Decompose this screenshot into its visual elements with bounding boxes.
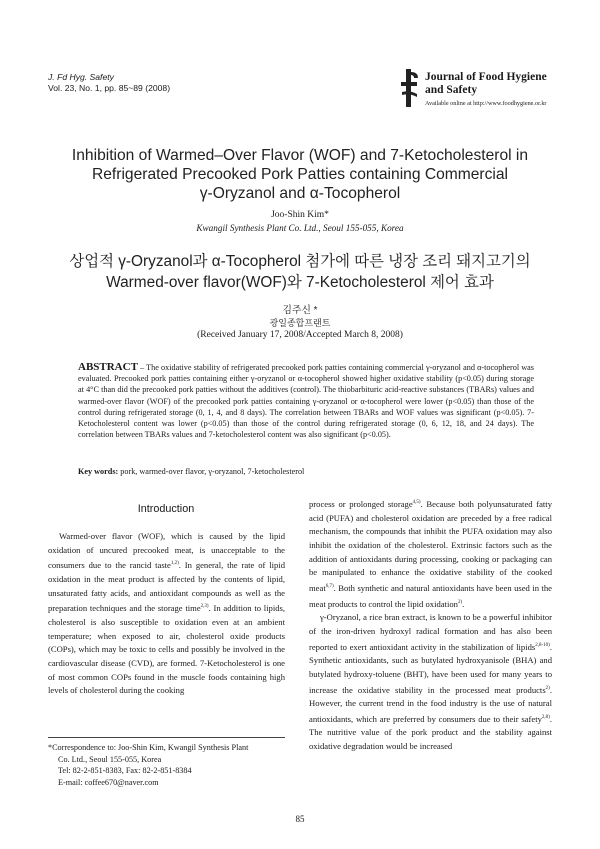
paragraph-text: . In general, the rate of lipid oxidation in the meat product is affected by the contents of lipid, unsaturated fatty acids, and antioxidant compounds as well as the preparation techniques and the storage time	[48, 560, 285, 614]
journal-citation	[48, 72, 170, 94]
footnote-line: Co. Ltd., Seoul 155-055, Korea	[58, 754, 162, 764]
keywords-text: pork, warmed-over flavor, γ-oryzanol, 7-ketocholesterol	[118, 467, 305, 476]
abstract-label: ABSTRACT	[78, 361, 138, 373]
paragraph-text: Warmed-over flavor (WOF), which is caused by the lipid oxidation of uncured precooked meat, is unacceptable to the consumers due to the rancid taste	[48, 531, 285, 571]
title-line: Warmed-over flavor(WOF)와 7-Ketocholesterol 제어 효과	[106, 274, 494, 291]
journal-abbrev: J. Fd Hyg. Safety	[48, 72, 114, 82]
article-title-ko	[40, 251, 560, 293]
title-line: 상업적 γ-Oryzanol과 α-Tocopherol 첨가에 따른 냉장 조리 돼지고기의	[69, 253, 531, 270]
logo-title	[425, 71, 547, 97]
received-dates: (Received January 17, 2008/Accepted March 8, 2008)	[197, 330, 403, 340]
paragraph	[309, 496, 552, 611]
footnote-line: E-mail: coffee670@naver.com	[58, 777, 159, 787]
footnote-line: Tel: 82-2-851-8383, Fax: 82-2-851-8384	[58, 766, 192, 775]
citation-ref: 2,3)	[200, 604, 209, 610]
author-name-en: Joo-Shin Kim*	[271, 210, 329, 220]
paragraph	[309, 611, 552, 754]
citation-ref: 2)	[457, 599, 463, 605]
logo-title-line2: and Safety	[425, 84, 478, 96]
footnote-line: *Correspondence to: Joo-Shin Kim, Kwangil Synthesis Plant	[48, 743, 249, 752]
journal-logo	[400, 68, 560, 120]
keywords	[78, 467, 534, 476]
abstract	[78, 362, 534, 440]
left-column	[48, 530, 285, 698]
paragraph-text: γ-Oryzanol, a rice bran extract, is known to be a powerful inhibitor of the iron-driven hydroxyl radical formation and has also been reported to exert antioxidant activity in the stabilization of lipids	[309, 612, 552, 652]
paragraph-text: . In addition to lipids, cholesterol is also susceptible to oxidation even at an ambient temperature; when exposed to air, cholesterol oxide products (COPs), which may be toxic to cells and possibly be involved in the cardiovascular disease (CVD), are formed. 7-Ketocholesterol is one of most common COPs found in the muscle foods containing high levels of cholesterol during the cooking	[48, 603, 286, 696]
paragraph-text: .	[462, 598, 465, 609]
section-heading: Introduction	[137, 503, 195, 515]
paragraph-text: process or prolonged storage	[309, 498, 413, 509]
right-column	[309, 496, 552, 754]
citation-ref: 2)	[545, 685, 550, 691]
page-number: 85	[295, 814, 305, 824]
citation-ref: 2,8)	[541, 714, 550, 720]
online-availability: Available online at http://www.foodhygiene.or.kr	[425, 100, 547, 107]
affiliation-en: Kwangil Synthesis Plant Co. Ltd., Seoul 155-055, Korea	[196, 223, 404, 233]
title-line: γ-Oryzanol and α-Tocopherol	[199, 185, 401, 202]
footnote-divider	[48, 737, 285, 738]
citation-ref: 1,2)	[170, 561, 179, 567]
logo-title-line1: Journal of Food Hygiene	[425, 71, 547, 83]
paragraph-text: . However, the current trend in the food industry is the use of natural antioxidants, which are preferred by consumers due to their safety	[309, 684, 552, 724]
citation-ref: 4,5)	[412, 500, 421, 505]
paragraph-text: . Because both polyunsaturated fatty acid (PUFA) and cholesterol oxidation are preceded by a free radical mechanism, the compounds that inhibit the PUFA oxidation may also inhibit the oxidation of the cholesterol. Extrinsic factors such as the addition of antioxidants during processing, cooking or packaging can be manipulated to enhance the oxidative stability of the cooked meat	[309, 498, 552, 593]
author-name-ko: 김주신 *	[282, 305, 318, 316]
keywords-label: Key words:	[78, 467, 119, 476]
citation-ref: 6,7)	[325, 584, 334, 590]
abstract-text: – The oxidative stability of refrigerated precooked pork patties containing commercial γ-oryzanol and α-tocopherol was evaluated. Precooked pork patties containing either γ-oryzanol or α-tocopherol showed higher oxidative stability (p<0.05) during storage at 4°C than did the precooked pork patties without the additives (control). The thiobarbituric acid-reactive substances (TBARs) values and warmed-over flavor (WOF) of the precooked pork patties containing γ-oryzanol or α-tocopherol were lower (p<0.05) than those of the control during refrigerated storage (0, 1, 4, and 8 days). The correlation between TBARs and WOF values was significant (p<0.05). 7-Ketocholesterol content was lower (p<0.05) than those of the control during refrigerated storage (0, 6, 12, 18, and 24 days). The correlation between TBARs values and 7-ketocholesterol content was also significant (p<0.05).	[78, 363, 534, 440]
paragraph	[48, 530, 285, 698]
citation-ref: 2,8-10)	[535, 642, 550, 648]
correspondence-footnote	[48, 742, 288, 788]
affiliation-ko: 광일종합프랜트	[269, 318, 331, 328]
paragraph-text: . Synthetic antioxidants, such as butylated hydroxyanisole (BHA) and butylated hydroxy-toluene (BHT), have been used for many years to increase the oxidative stability in the processed meat products	[309, 641, 552, 695]
title-line: Refrigerated Precooked Pork Patties containing Commercial	[91, 166, 509, 183]
paragraph-text: . Both synthetic and natural antioxidants have been used in the meat products to control the lipid oxidation	[309, 582, 552, 609]
volume-citation: Vol. 23, No. 1, pp. 85~89 (2008)	[48, 83, 171, 93]
article-title-en	[40, 146, 560, 203]
paragraph-text: . The nutritive value of the pork product and the stability against oxidative degradation would be increased	[309, 713, 552, 752]
title-line: Inhibition of Warmed–Over Flavor (WOF) and 7-Ketocholesterol in	[71, 147, 529, 164]
journal-logo-icon	[400, 68, 420, 108]
